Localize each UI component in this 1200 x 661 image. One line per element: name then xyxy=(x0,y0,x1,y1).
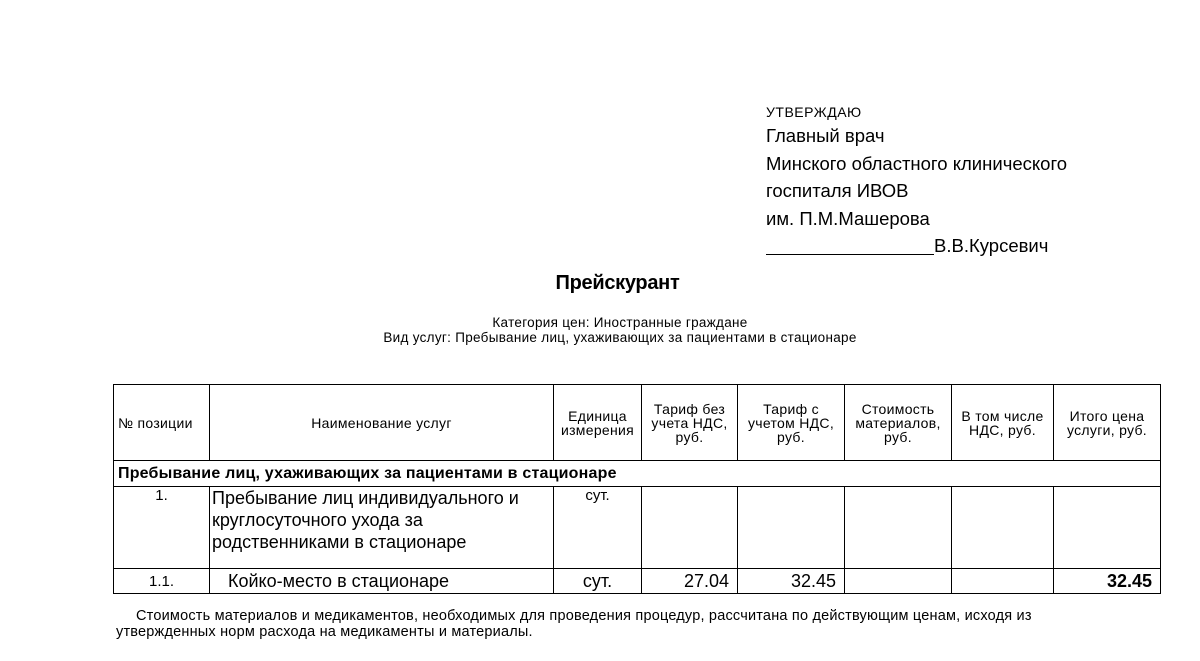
signature-underline xyxy=(766,236,934,255)
cell-position-no: 1.1. xyxy=(114,569,210,594)
cell-total-price: 32.45 xyxy=(1054,569,1161,594)
approval-block xyxy=(766,102,1067,260)
cell-unit: сут. xyxy=(554,569,642,594)
document-meta xyxy=(0,315,1200,345)
header-materials-cost: Стоимость материалов, руб. xyxy=(845,385,952,461)
cell-including-vat xyxy=(952,487,1054,569)
price-table xyxy=(113,384,1161,594)
signatory-name: В.В.Курсевич xyxy=(934,235,1049,256)
cell-materials-cost xyxy=(845,487,952,569)
footnote xyxy=(116,609,1076,640)
cell-materials-cost xyxy=(845,569,952,594)
cell-service-name: Пребывание лиц индивидуального и круглосуточного ухода за родственниками в стационаре xyxy=(210,487,554,569)
table-section-row xyxy=(114,461,1161,487)
section-title: Пребывание лиц, ухаживающих за пациентами в стационаре xyxy=(114,461,1161,487)
cell-tariff-no-vat: 27.04 xyxy=(642,569,738,594)
header-total-price: Итого цена услуги, руб. xyxy=(1054,385,1161,461)
footnote-text: Стоимость материалов и медикаментов, необходимых для проведения процедур, рассчитана по действующим ценам, исходя из утвержденных норм расхода на медикаменты и материалы. xyxy=(116,608,1032,640)
header-tariff-no-vat: Тариф без учета НДС, руб. xyxy=(642,385,738,461)
cell-tariff-with-vat: 32.45 xyxy=(738,569,845,594)
header-unit: Единица измерения xyxy=(554,385,642,461)
header-service-name: Наименование услуг xyxy=(210,385,554,461)
cell-service-name: Койко-место в стационаре xyxy=(210,569,554,594)
cell-unit: сут. xyxy=(554,487,642,569)
service-type: Вид услуг: Пребывание лиц, ухаживающих за пациентами в стационаре xyxy=(383,330,857,345)
cell-including-vat xyxy=(952,569,1054,594)
cell-tariff-no-vat xyxy=(642,487,738,569)
document-title: Прейскурант xyxy=(555,272,680,294)
header-including-vat: В том числе НДС, руб. xyxy=(952,385,1054,461)
approval-position-line-3: госпиталя ИВОВ xyxy=(766,180,909,201)
cell-total-price xyxy=(1054,487,1161,569)
cell-tariff-with-vat xyxy=(738,487,845,569)
table-row xyxy=(114,487,1161,569)
header-tariff-with-vat: Тариф с учетом НДС, руб. xyxy=(738,385,845,461)
approval-heading: УТВЕРЖДАЮ xyxy=(766,104,862,120)
cell-position-no: 1. xyxy=(114,487,210,569)
table-row xyxy=(114,569,1161,594)
header-position-no: № позиции xyxy=(114,385,210,461)
approval-position-line-1: Главный врач xyxy=(766,125,885,146)
table-header-row xyxy=(114,385,1161,461)
approval-position-line-4: им. П.М.Машерова xyxy=(766,207,930,229)
approval-position-line-2: Минского областного клинического xyxy=(766,152,1068,174)
price-category: Категория цен: Иностранные граждане xyxy=(492,315,748,330)
approval-signature-line xyxy=(766,232,1067,260)
